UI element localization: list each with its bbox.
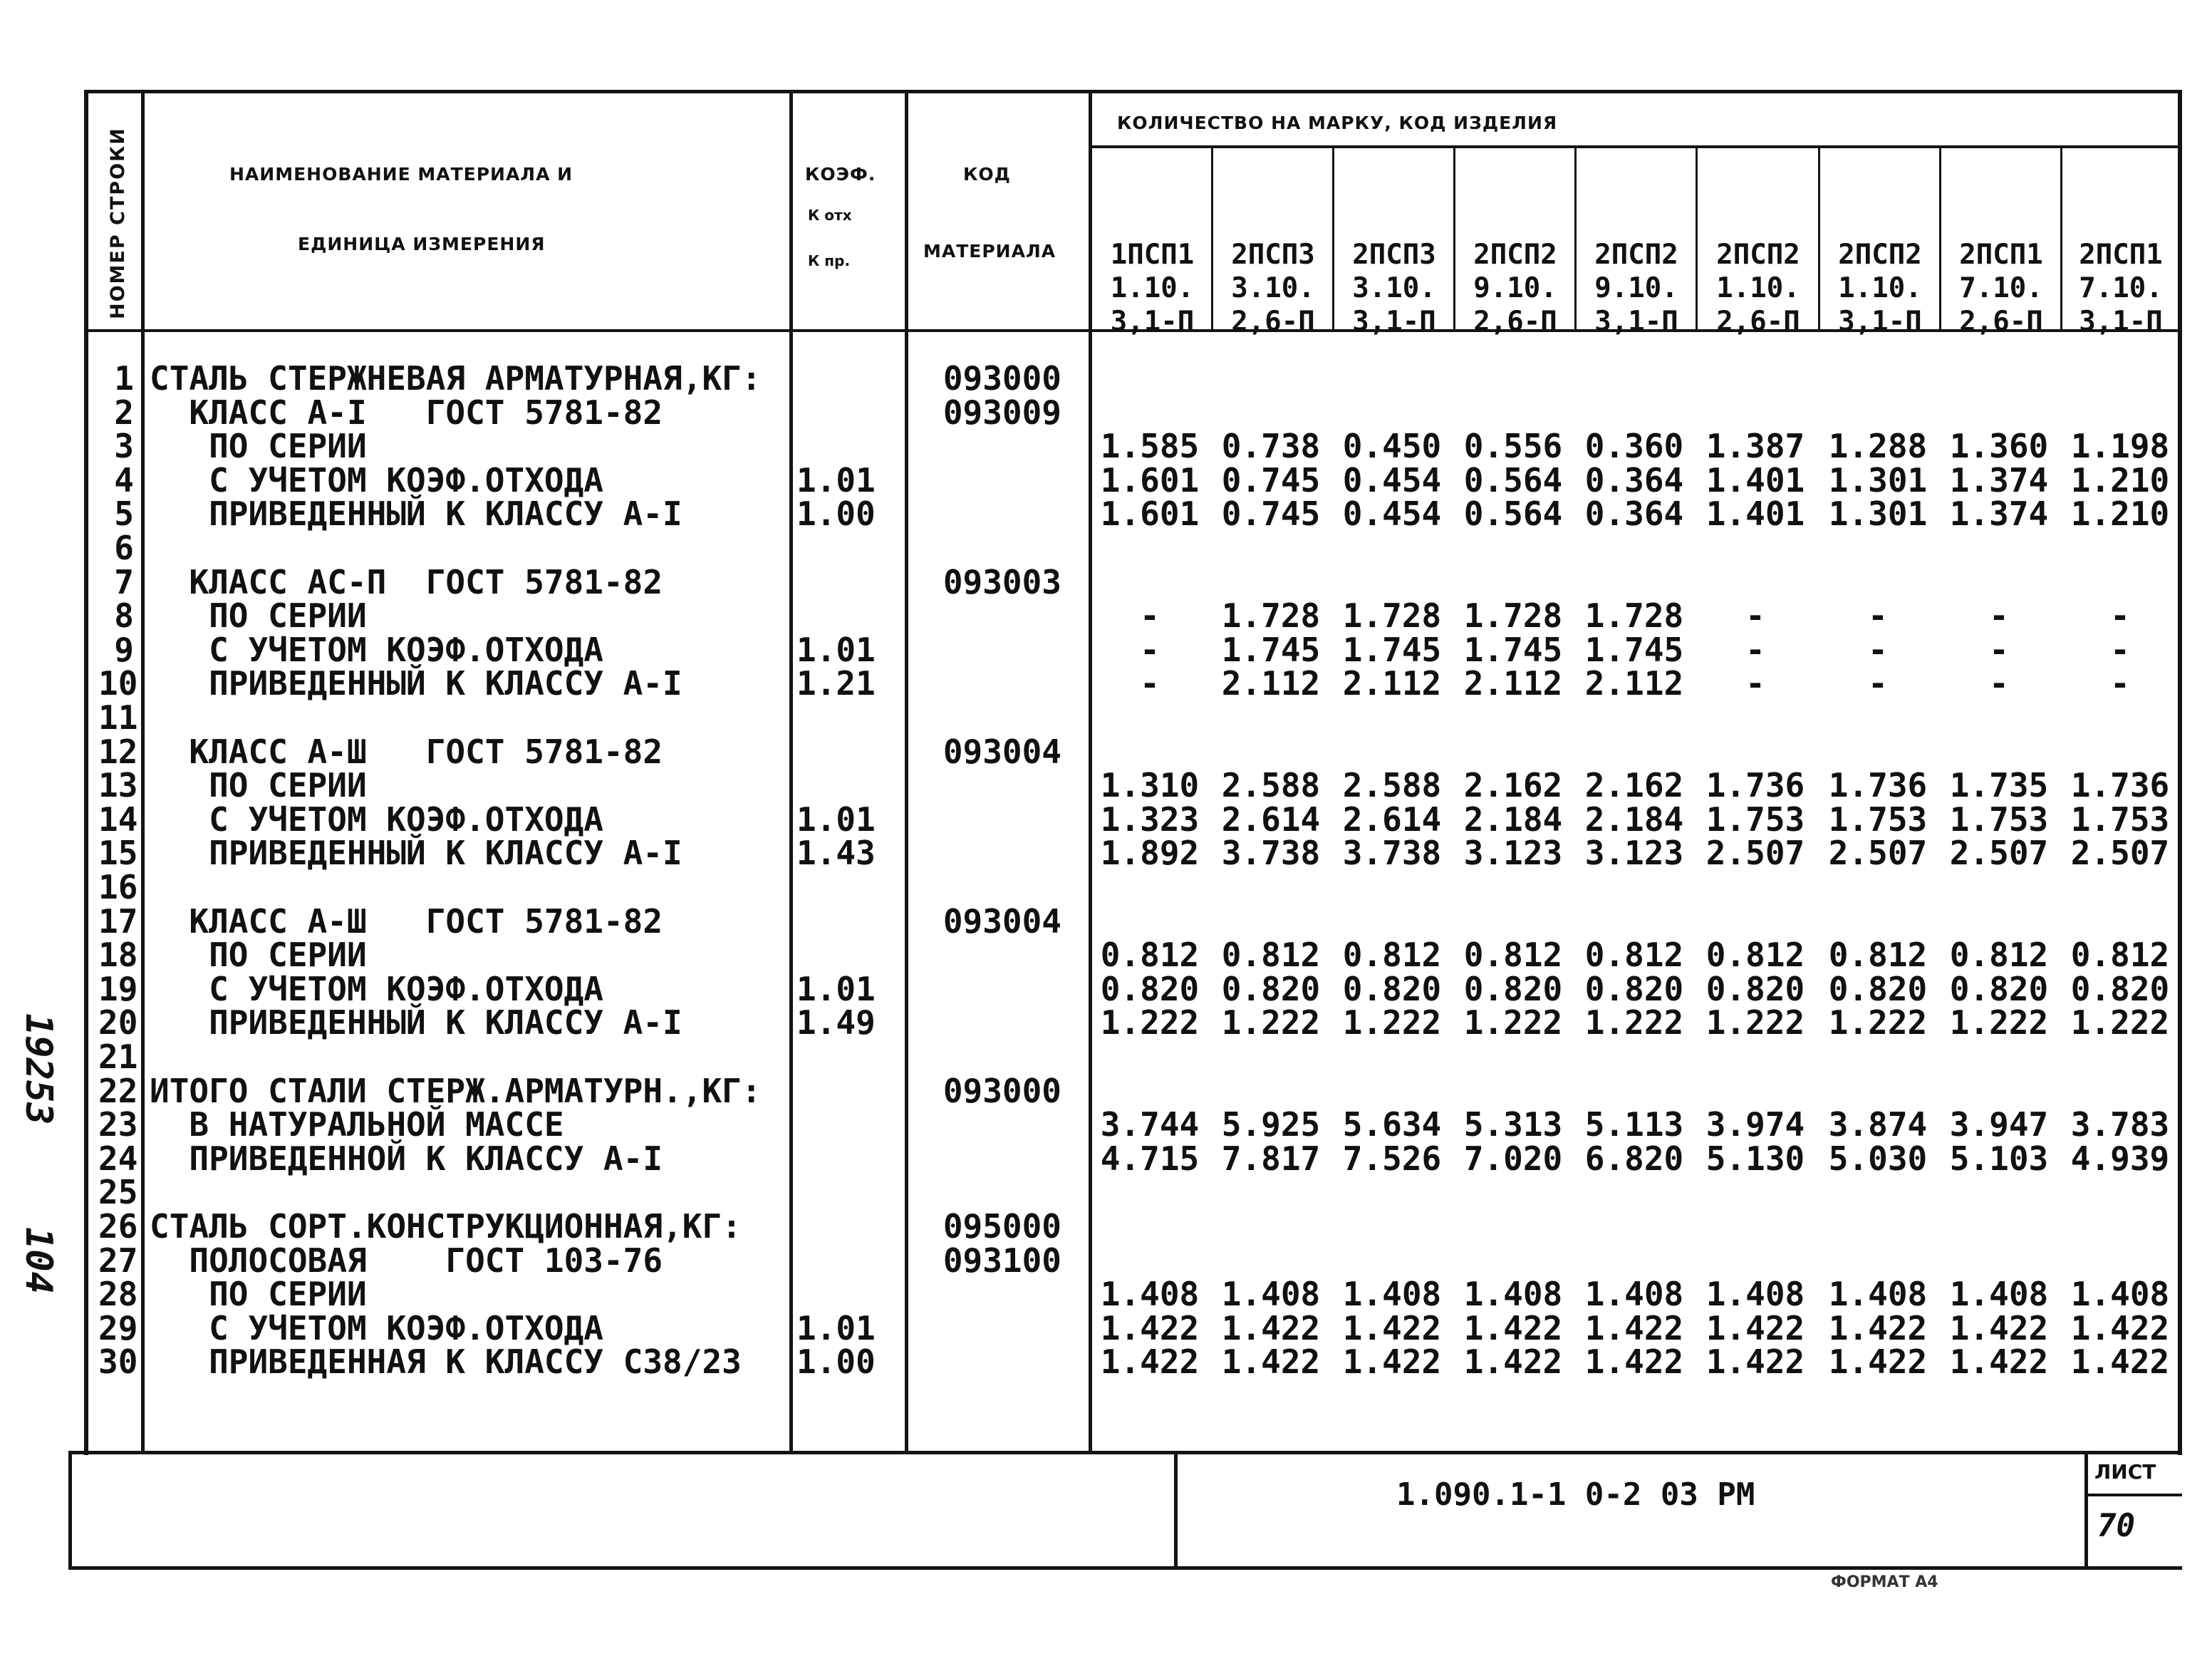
row-number: 10 (98, 664, 138, 703)
page-number: 104 (17, 1227, 60, 1294)
quantity-cell: 3.974 (1705, 1105, 1805, 1144)
quantity-cell: 0.820 (1705, 970, 1805, 1008)
row-number: 12 (98, 733, 138, 771)
material-name-cell: ПО СЕРИИ (150, 427, 367, 465)
row-number: 16 (98, 868, 138, 906)
material-name-cell: В НАТУРАЛЬНОЙ МАССЕ (150, 1105, 564, 1144)
quantity-cell: 1.422 (1342, 1342, 1442, 1381)
quantity-cell: 1.753 (1828, 800, 1928, 839)
quantity-cell: 3.744 (1100, 1105, 1200, 1144)
quantity-cell: 1.222 (1100, 1003, 1200, 1042)
quantity-cell: 0.812 (1705, 936, 1805, 974)
quantity-cell: 1.422 (1100, 1309, 1200, 1347)
quantity-cell: - (1745, 631, 1765, 669)
quantity-cell: - (1140, 631, 1160, 669)
quantity-cell: 1.222 (2070, 1003, 2170, 1042)
row-number: 22 (98, 1072, 138, 1110)
quantity-cell: - (1745, 596, 1765, 635)
quantity-cell: 2.614 (1221, 800, 1321, 839)
quantity-cell: 3.947 (1949, 1105, 2049, 1144)
quantity-cell: 0.820 (1828, 970, 1928, 1008)
quantity-cell: 1.422 (1100, 1342, 1200, 1381)
quantity-cell: 0.812 (1463, 936, 1563, 974)
row-number: 24 (98, 1139, 138, 1178)
quantity-cell: 2.588 (1221, 766, 1321, 804)
material-code-cell: 093004 (943, 733, 1061, 771)
quantity-cell: 1.387 (1705, 427, 1805, 465)
quantity-cell: 1.736 (1705, 766, 1805, 804)
row-number: 5 (114, 495, 134, 533)
material-code-cell: 093000 (943, 1072, 1061, 1110)
material-name-cell: С УЧЕТОМ КОЭФ.ОТХОДА (150, 800, 603, 839)
material-name-cell: С УЧЕТОМ КОЭФ.ОТХОДА (150, 461, 603, 500)
quantity-cell: 0.454 (1342, 495, 1442, 533)
material-name-cell: С УЧЕТОМ КОЭФ.ОТХОДА (150, 631, 603, 669)
quantity-cell: 1.222 (1221, 1003, 1321, 1042)
quantity-cell: 1.422 (1584, 1342, 1684, 1381)
material-name-cell: ПРИВЕДЕННЫЙ К КЛАССУ А-I (150, 664, 682, 703)
quantity-cell: 0.556 (1463, 427, 1563, 465)
quantity-cell: 1.745 (1463, 631, 1563, 669)
material-name-cell: КЛАСС АС-П ГОСТ 5781-82 (150, 563, 663, 601)
quantity-cell: - (1745, 664, 1765, 703)
quantity-cell: 1.401 (1705, 495, 1805, 533)
row-number: 2 (114, 393, 134, 432)
quantity-cell: 1.736 (2070, 766, 2170, 804)
coef-header-line1: КОЭФ. (805, 164, 876, 185)
coefficient-cell: 1.01 (796, 800, 876, 839)
row-number: 11 (98, 698, 138, 737)
quantity-cell: 1.422 (1221, 1342, 1321, 1381)
quantity-cell: 0.820 (1100, 970, 1200, 1008)
quantity-cell: 1.601 (1100, 495, 1200, 533)
quantity-cell: 1.210 (2070, 461, 2170, 500)
quantity-cell: 5.103 (1949, 1139, 2049, 1178)
material-code-cell: 093004 (943, 902, 1061, 941)
sheet-number: 70 (2097, 1508, 2135, 1544)
row-number: 26 (98, 1207, 138, 1246)
row-number: 15 (98, 834, 138, 872)
material-name-cell: КЛАСС А-Ш ГОСТ 5781-82 (150, 902, 663, 941)
quantity-cell: 0.812 (1100, 936, 1200, 974)
material-name-cell: СТАЛЬ СТЕРЖНЕВАЯ АРМАТУРНАЯ,КГ: (150, 359, 762, 398)
quantity-cell: 1.422 (2070, 1309, 2170, 1347)
quantity-cell: 2.112 (1221, 664, 1321, 703)
material-code-cell: 093100 (943, 1241, 1061, 1280)
quantity-cell: 0.820 (1221, 970, 1321, 1008)
quantity-cell: 1.408 (1705, 1275, 1805, 1313)
quantity-cell: 1.408 (1342, 1275, 1442, 1313)
quantity-cell: 1.728 (1342, 596, 1442, 635)
quantity-cell: 3.738 (1221, 834, 1321, 872)
coefficient-cell: 1.01 (796, 461, 876, 500)
quantity-cell: 0.454 (1342, 461, 1442, 500)
quantity-cell: 2.162 (1463, 766, 1563, 804)
quantity-cell: 1.745 (1584, 631, 1684, 669)
quantity-cell: 2.184 (1463, 800, 1563, 839)
material-code-cell: 093003 (943, 563, 1061, 601)
quantity-cell: 3.123 (1463, 834, 1563, 872)
product-header: 1ПСП1 1.10. 3,1-П (1110, 239, 1195, 338)
row-number: 30 (98, 1342, 138, 1381)
quantity-cell: 0.820 (1949, 970, 2049, 1008)
material-name-cell: С УЧЕТОМ КОЭФ.ОТХОДА (150, 1309, 603, 1347)
product-header: 2ПСП2 9.10. 2,6-П (1473, 239, 1557, 338)
coefficient-cell: 1.01 (796, 631, 876, 669)
quantity-cell: - (1868, 631, 1888, 669)
quantity-cell: 1.222 (1705, 1003, 1805, 1042)
quantity-cell: 1.422 (1342, 1309, 1442, 1347)
quantity-cell: 0.812 (1949, 936, 2049, 974)
document-code: 1.090.1-1 0-2 03 РМ (1396, 1476, 1755, 1513)
quantity-cell: 1.753 (1949, 800, 2049, 839)
product-header: 2ПСП2 1.10. 3,1-П (1838, 239, 1922, 338)
quantity-cell: 1.422 (1828, 1342, 1928, 1381)
row-number: 19 (98, 970, 138, 1008)
material-name-cell: ПО СЕРИИ (150, 936, 367, 974)
quantity-cell: 3.123 (1584, 834, 1684, 872)
material-name-cell: ПРИВЕДЕННАЯ К КЛАССУ С38/23 (150, 1342, 742, 1381)
row-number-header: НОМЕР СТРОКИ (107, 127, 129, 319)
row-number: 8 (114, 596, 134, 635)
quantity-cell: 1.408 (1100, 1275, 1200, 1313)
material-name-cell: ПРИВЕДЕННЫЙ К КЛАССУ А-I (150, 1003, 682, 1042)
quantity-cell: 1.728 (1584, 596, 1684, 635)
material-name-cell: ПОЛОСОВАЯ ГОСТ 103-76 (150, 1241, 663, 1280)
quantity-cell: - (1989, 631, 2009, 669)
product-header: 2ПСП3 3.10. 3,1-П (1352, 239, 1436, 338)
quantity-cell: 1.408 (1949, 1275, 2049, 1313)
quantity-cell: 1.585 (1100, 427, 1200, 465)
quantity-cell: 3.874 (1828, 1105, 1928, 1144)
quantity-cell: 0.364 (1584, 461, 1684, 500)
quantity-cell: 1.210 (2070, 495, 2170, 533)
quantity-cell: 1.408 (1221, 1275, 1321, 1313)
material-name-cell: СТАЛЬ СОРТ.КОНСТРУКЦИОННАЯ,КГ: (150, 1207, 742, 1246)
quantity-cell: 1.323 (1100, 800, 1200, 839)
quantity-cell: 0.812 (1828, 936, 1928, 974)
quantity-cell: 0.812 (1342, 936, 1442, 974)
quantity-cell: 1.408 (1463, 1275, 1563, 1313)
quantity-cell: 1.222 (1949, 1003, 2049, 1042)
quantity-cell: - (2110, 596, 2130, 635)
row-number: 6 (114, 529, 134, 567)
material-name-header-line1: НАИМЕНОВАНИЕ МАТЕРИАЛА И (229, 164, 573, 185)
quantity-cell: 1.422 (1463, 1342, 1563, 1381)
row-number: 25 (98, 1173, 138, 1211)
material-code-cell: 095000 (943, 1207, 1061, 1246)
quantity-cell: - (1868, 664, 1888, 703)
quantity-cell: 0.812 (1221, 936, 1321, 974)
row-number: 17 (98, 902, 138, 941)
quantity-cell: 7.817 (1221, 1139, 1321, 1178)
quantity-cell: 0.364 (1584, 495, 1684, 533)
quantity-cell: 5.634 (1342, 1105, 1442, 1144)
quantity-cell: 1.288 (1828, 427, 1928, 465)
quantity-cell: 0.745 (1221, 461, 1321, 500)
quantity-cell: - (1868, 596, 1888, 635)
quantity-cell: 5.925 (1221, 1105, 1321, 1144)
quantity-cell: 1.401 (1705, 461, 1805, 500)
product-header: 2ПСП3 3.10. 2,6-П (1231, 239, 1315, 338)
quantity-cell: 5.030 (1828, 1139, 1928, 1178)
coefficient-cell: 1.00 (796, 495, 876, 533)
row-number: 29 (98, 1309, 138, 1347)
quantity-cell: 4.715 (1100, 1139, 1200, 1178)
inventory-number: 19253 (17, 1013, 60, 1125)
quantity-cell: 1.310 (1100, 766, 1200, 804)
quantity-cell: 2.588 (1342, 766, 1442, 804)
quantity-cell: - (1140, 664, 1160, 703)
quantity-cell: 2.112 (1463, 664, 1563, 703)
row-number: 27 (98, 1241, 138, 1280)
quantity-cell: 1.753 (1705, 800, 1805, 839)
material-name-cell: ПО СЕРИИ (150, 596, 367, 635)
quantity-cell: 1.728 (1463, 596, 1563, 635)
quantity-cell: 1.422 (1221, 1309, 1321, 1347)
quantity-cell: 2.162 (1584, 766, 1684, 804)
quantity-cell: 1.735 (1949, 766, 2049, 804)
quantity-cell: 0.812 (1584, 936, 1684, 974)
row-number: 28 (98, 1275, 138, 1313)
quantity-cell: 5.313 (1463, 1105, 1563, 1144)
coefficient-cell: 1.00 (796, 1342, 876, 1381)
material-name-cell: ПО СЕРИИ (150, 1275, 367, 1313)
quantity-cell: 2.507 (2070, 834, 2170, 872)
quantity-cell: 1.422 (1828, 1309, 1928, 1347)
coefficient-cell: 1.01 (796, 970, 876, 1008)
quantity-cell: 1.222 (1342, 1003, 1442, 1042)
coefficient-cell: 1.43 (796, 834, 876, 872)
product-header: 2ПСП2 1.10. 2,6-П (1716, 239, 1800, 338)
quantity-cell: - (2110, 631, 2130, 669)
row-number: 4 (114, 461, 134, 500)
sheet-label: ЛИСТ (2094, 1460, 2156, 1484)
quantity-cell: 1.408 (1584, 1275, 1684, 1313)
quantity-cell: - (1140, 596, 1160, 635)
row-number: 13 (98, 766, 138, 804)
quantity-cell: 3.783 (2070, 1105, 2170, 1144)
material-name-cell: С УЧЕТОМ КОЭФ.ОТХОДА (150, 970, 603, 1008)
quantity-cell: 1.728 (1221, 596, 1321, 635)
coef-header-line2: К отх (808, 207, 852, 224)
quantity-cell: 1.422 (1705, 1342, 1805, 1381)
quantity-cell: 0.564 (1463, 495, 1563, 533)
coefficient-cell: 1.21 (796, 664, 876, 703)
quantity-cell: - (1989, 664, 2009, 703)
coefficient-cell: 1.01 (796, 1309, 876, 1347)
quantity-cell: 0.564 (1463, 461, 1563, 500)
material-name-cell: КЛАСС А-I ГОСТ 5781-82 (150, 393, 663, 432)
quantity-cell: 0.820 (2070, 970, 2170, 1008)
quantity-cell: 1.736 (1828, 766, 1928, 804)
product-header: 2ПСП2 9.10. 3,1-П (1594, 239, 1678, 338)
material-name-cell: ПРИВЕДЕННОЙ К КЛАССУ А-I (150, 1139, 663, 1178)
quantity-cell: 1.374 (1949, 495, 2049, 533)
code-header-line1: КОД (963, 164, 1011, 185)
quantity-cell: 1.745 (1342, 631, 1442, 669)
quantity-cell: 0.812 (2070, 936, 2170, 974)
quantity-cell: 0.820 (1584, 970, 1684, 1008)
material-name-cell: ПРИВЕДЕННЫЙ К КЛАССУ А-I (150, 834, 682, 872)
quantity-cell: 5.130 (1705, 1139, 1805, 1178)
quantity-cell: 0.738 (1221, 427, 1321, 465)
quantity-cell: 1.422 (1949, 1342, 2049, 1381)
quantity-cell: 1.374 (1949, 461, 2049, 500)
material-name-cell: ПРИВЕДЕННЫЙ К КЛАССУ А-I (150, 495, 682, 533)
quantity-cell: 1.222 (1828, 1003, 1928, 1042)
row-number: 3 (114, 427, 134, 465)
quantity-cell: 2.507 (1828, 834, 1928, 872)
quantity-cell: 1.422 (2070, 1342, 2170, 1381)
quantity-cell: - (1989, 596, 2009, 635)
quantity-cell: 1.222 (1463, 1003, 1563, 1042)
quantity-cell: 3.738 (1342, 834, 1442, 872)
quantity-cell: 2.507 (1949, 834, 2049, 872)
material-name-cell: КЛАСС А-Ш ГОСТ 5781-82 (150, 733, 663, 771)
quantity-cell: 0.820 (1342, 970, 1442, 1008)
quantity-cell: 1.753 (2070, 800, 2170, 839)
material-name-cell: ПО СЕРИИ (150, 766, 367, 804)
quantity-cell: 0.820 (1463, 970, 1563, 1008)
quantity-cell: 0.450 (1342, 427, 1442, 465)
quantity-cell: 1.198 (2070, 427, 2170, 465)
row-number: 9 (114, 631, 134, 669)
row-number: 21 (98, 1038, 138, 1076)
quantity-cell: 0.360 (1584, 427, 1684, 465)
quantity-cell: 0.745 (1221, 495, 1321, 533)
material-code-cell: 093009 (943, 393, 1061, 432)
quantity-cell: 4.939 (2070, 1139, 2170, 1178)
quantity-cell: 2.614 (1342, 800, 1442, 839)
coef-header-line3: К пр. (808, 252, 851, 269)
quantity-cell: 7.020 (1463, 1139, 1563, 1178)
quantity-cell: 6.820 (1584, 1139, 1684, 1178)
quantity-cell: 2.112 (1584, 664, 1684, 703)
material-name-header-line2: ЕДИНИЦА ИЗМЕРЕНИЯ (298, 234, 546, 254)
quantity-cell: 1.222 (1584, 1003, 1684, 1042)
quantity-cell: 1.360 (1949, 427, 2049, 465)
product-header: 2ПСП1 7.10. 3,1-П (2079, 239, 2163, 338)
material-code-cell: 093000 (943, 359, 1061, 398)
quantity-cell: 1.422 (1584, 1309, 1684, 1347)
coefficient-cell: 1.49 (796, 1003, 876, 1042)
row-number: 23 (98, 1105, 138, 1144)
quantity-cell: - (2110, 664, 2130, 703)
row-number: 20 (98, 1003, 138, 1042)
quantity-cell: 1.301 (1828, 461, 1928, 500)
quantity-cell: 1.422 (1463, 1309, 1563, 1347)
format-label: ФОРМАТ А4 (1831, 1573, 1938, 1591)
quantity-cell: 1.301 (1828, 495, 1928, 533)
quantity-cell: 2.507 (1705, 834, 1805, 872)
quantity-cell: 1.422 (1705, 1309, 1805, 1347)
quantity-header: КОЛИЧЕСТВО НА МАРКУ, КОД ИЗДЕЛИЯ (1117, 113, 1558, 133)
quantity-cell: 2.184 (1584, 800, 1684, 839)
quantity-cell: 1.422 (1949, 1309, 2049, 1347)
row-number: 18 (98, 936, 138, 974)
quantity-cell: 1.601 (1100, 461, 1200, 500)
row-number: 7 (114, 563, 134, 601)
quantity-cell: 7.526 (1342, 1139, 1442, 1178)
quantity-cell: 1.408 (1828, 1275, 1928, 1313)
quantity-cell: 5.113 (1584, 1105, 1684, 1144)
material-name-cell: ИТОГО СТАЛИ СТЕРЖ.АРМАТУРН.,КГ: (150, 1072, 762, 1110)
quantity-cell: 1.745 (1221, 631, 1321, 669)
row-number: 14 (98, 800, 138, 839)
code-header-line2: МАТЕРИАЛА (923, 241, 1056, 262)
quantity-cell: 1.892 (1100, 834, 1200, 872)
quantity-cell: 2.112 (1342, 664, 1442, 703)
product-header: 2ПСП1 7.10. 2,6-П (1959, 239, 2043, 338)
row-number: 1 (114, 359, 134, 398)
quantity-cell: 1.408 (2070, 1275, 2170, 1313)
